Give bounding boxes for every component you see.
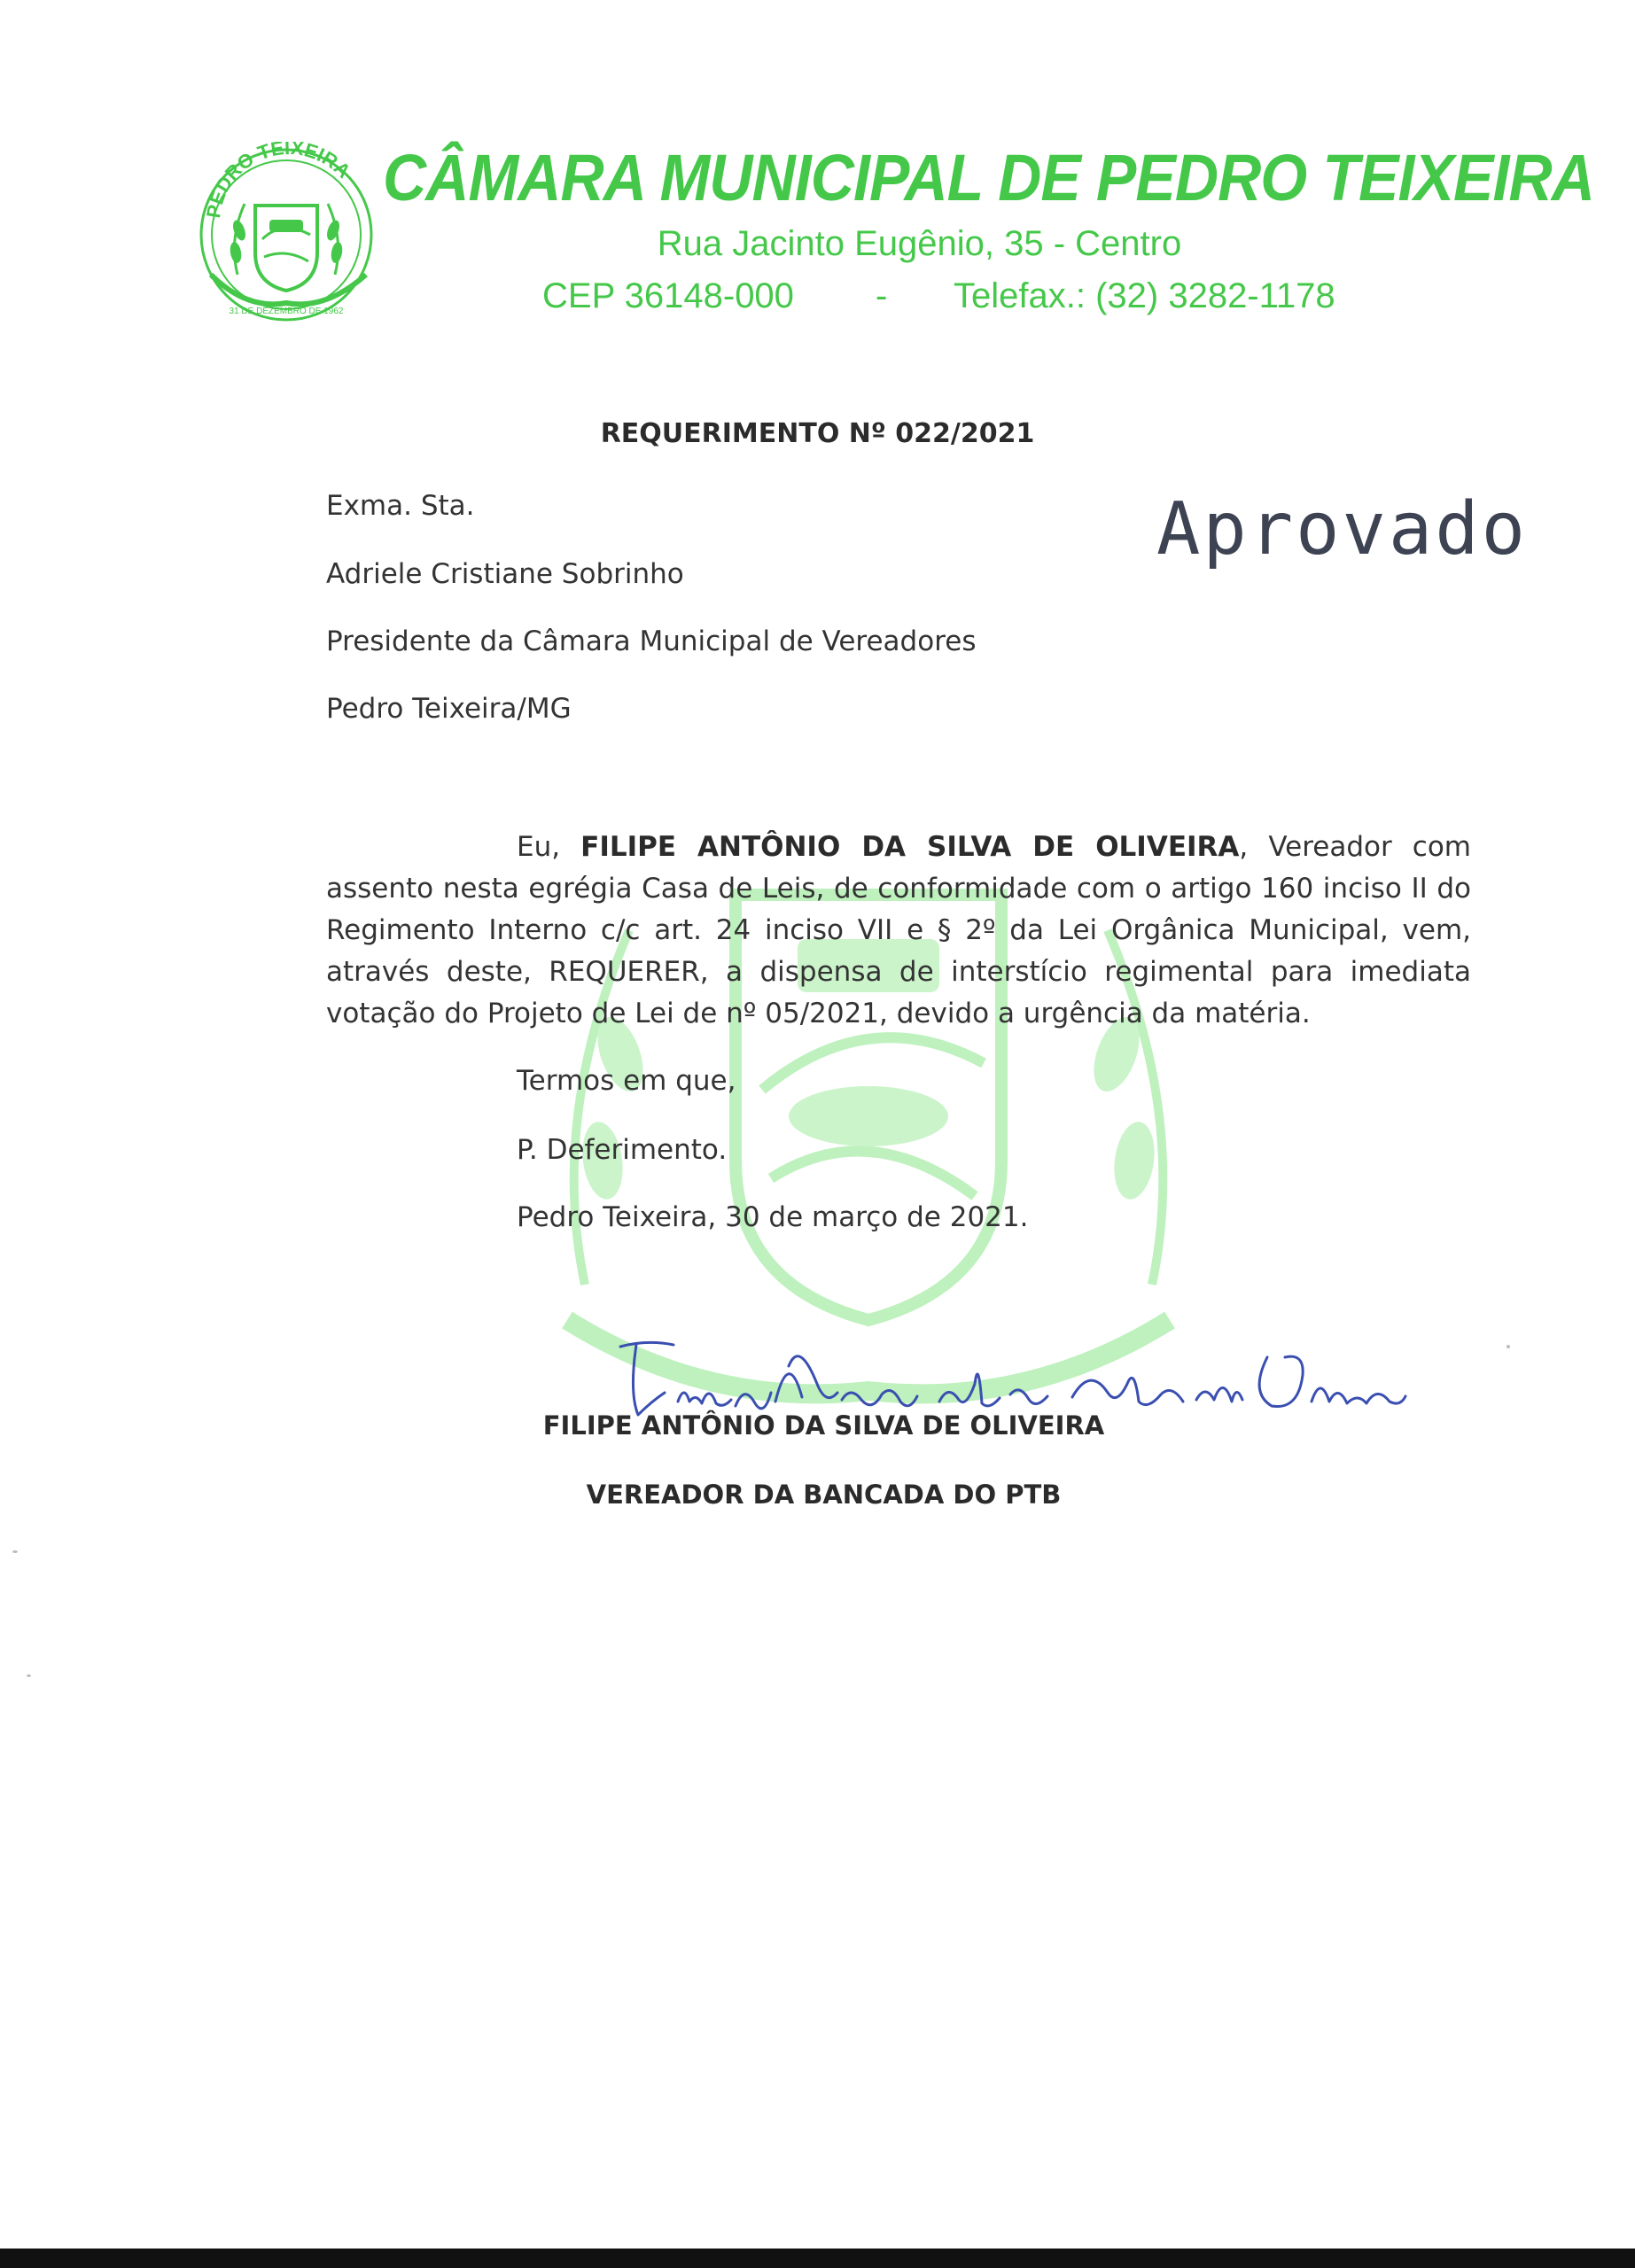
closing-date: Pedro Teixeira, 30 de março de 2021. (517, 1201, 1029, 1233)
letterhead-address: Rua Jacinto Eugênio, 35 - Centro (657, 224, 1182, 263)
letterhead-cep: CEP 36148-000 (542, 276, 794, 315)
recipient-position: Presidente da Câmara Municipal de Vereadores (326, 625, 977, 657)
closing-terms: Termos em que, (517, 1065, 736, 1097)
scan-speck (1507, 1345, 1510, 1348)
letterhead-separator: - (876, 276, 888, 315)
recipient-name: Adriele Cristiane Sobrinho (326, 558, 684, 590)
body-councilor-name: FILIPE ANTÔNIO DA SILVA DE OLIVEIRA (580, 831, 1240, 863)
recipient-salutation: Exma. Sta. (326, 490, 475, 522)
seal-text-bottom: 31 DE DEZEMBRO DE 1962 (229, 307, 344, 316)
closing-request: P. Deferimento. (517, 1134, 728, 1166)
document-title: REQUERIMENTO Nº 022/2021 (600, 418, 1035, 449)
scan-speck (12, 1550, 18, 1553)
approved-stamp: Aprovado (1156, 487, 1528, 571)
letterhead-phone: Telefax.: (32) 3282-1178 (954, 276, 1335, 315)
scan-edge-bar (0, 2249, 1635, 2268)
body-text: , Vereador com assento nesta egrégia Casa de Leis, de conformidade com o artigo 160 inciso II do Regimento Interno c/c art. 24 inciso VII e § 2º da Lei Orgânica Municipal, vem, através deste, REQUERER, a dispensa de interstício regimental para imediata votação do Projeto de Lei de nº 05/2021, devido a urgência da matéria. (326, 831, 1471, 1029)
scan-speck (27, 1674, 31, 1677)
body-prefix: Eu, (517, 831, 581, 863)
signature-name: FILIPE ANTÔNIO DA SILVA DE OLIVEIRA (542, 1410, 1105, 1441)
svg-text:PEDRO TEIXEIRA (202, 142, 355, 220)
body-paragraph (326, 827, 1471, 1035)
seal-text-top: PEDRO TEIXEIRA (202, 142, 355, 220)
recipient-location: Pedro Teixeira/MG (326, 693, 572, 725)
signature-role: VEREADOR DA BANCADA DO PTB (586, 1480, 1062, 1510)
letterhead-title: CÂMARA MUNICIPAL DE PEDRO TEIXEIRA (383, 141, 1594, 214)
